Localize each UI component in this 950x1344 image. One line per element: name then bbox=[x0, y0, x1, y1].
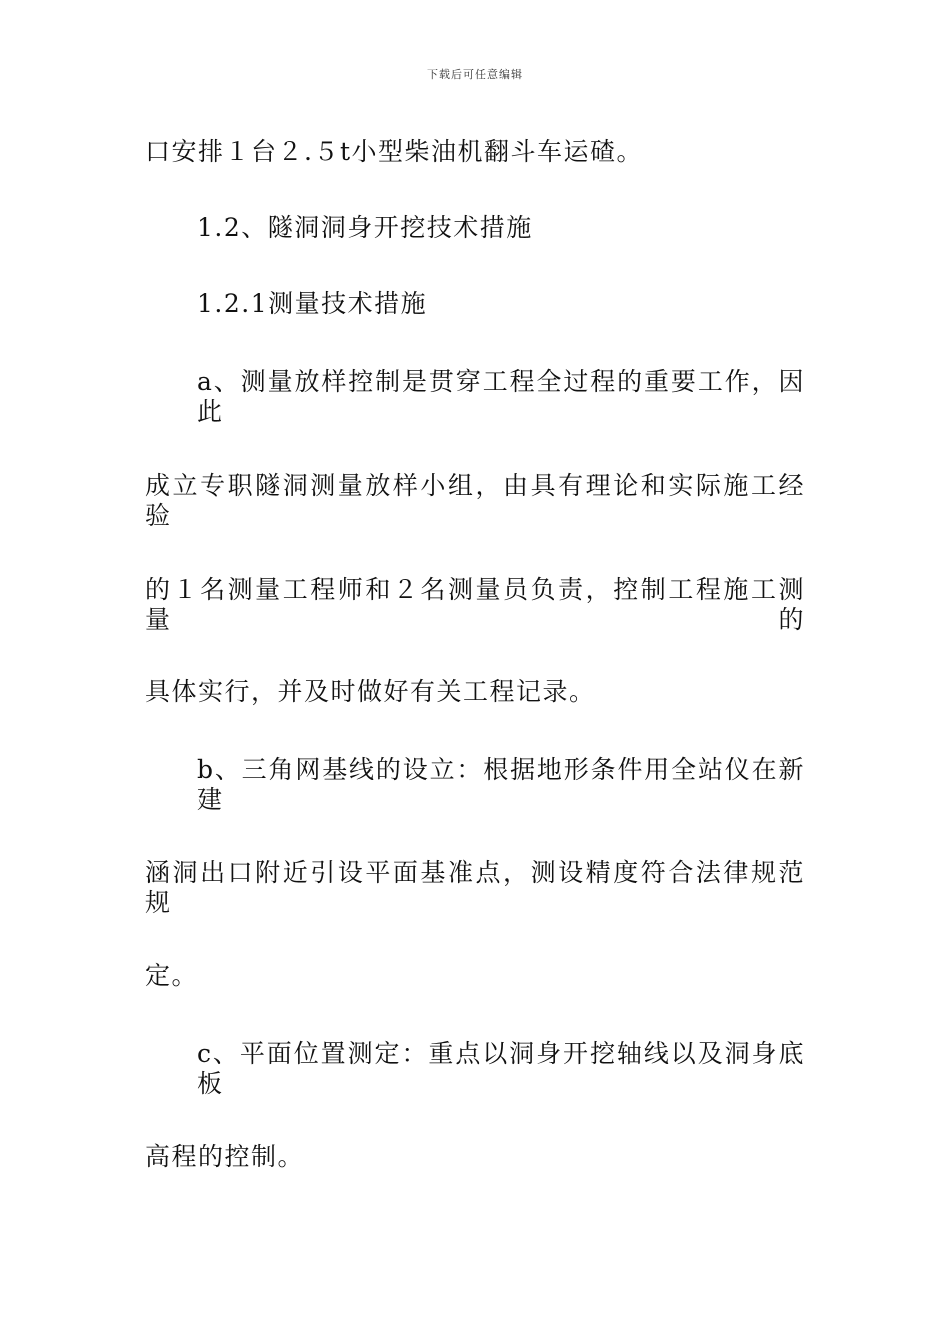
paragraph-b-line-2: 涵洞出口附近引设平面基准点，测设精度符合法律规范规 bbox=[145, 858, 805, 917]
text-line-1: 口安排１台２.５t小型柴油机翻斗车运碴。 bbox=[145, 137, 643, 166]
paragraph-c-line-1: c、平面位置测定：重点以洞身开挖轴线以及洞身底板 bbox=[197, 1039, 805, 1098]
paragraph-a-line-2: 成立专职隧洞测量放样小组，由具有理论和实际施工经验 bbox=[145, 471, 805, 530]
paragraph-c-line-2: 高程的控制。 bbox=[145, 1142, 305, 1171]
paragraph-b-line-3: 定。 bbox=[145, 961, 199, 990]
paragraph-b-line-1: b、三角网基线的设立：根据地形条件用全站仪在新建 bbox=[197, 755, 805, 814]
paragraph-a-line-4: 具体实行，并及时做好有关工程记录。 bbox=[145, 677, 596, 706]
page-header: 下载后可任意编辑 bbox=[427, 68, 523, 81]
paragraph-a-line-1: a、测量放样控制是贯穿工程全过程的重要工作，因此 bbox=[197, 367, 805, 426]
paragraph-a-line-3: 的１名测量工程师和２名测量员负责，控制工程施工测量的 bbox=[145, 575, 805, 634]
section-heading-1-2: 1.2、隧洞洞身开挖技术措施 bbox=[197, 213, 533, 242]
section-heading-1-2-1: 1.2.1测量技术措施 bbox=[197, 289, 428, 318]
